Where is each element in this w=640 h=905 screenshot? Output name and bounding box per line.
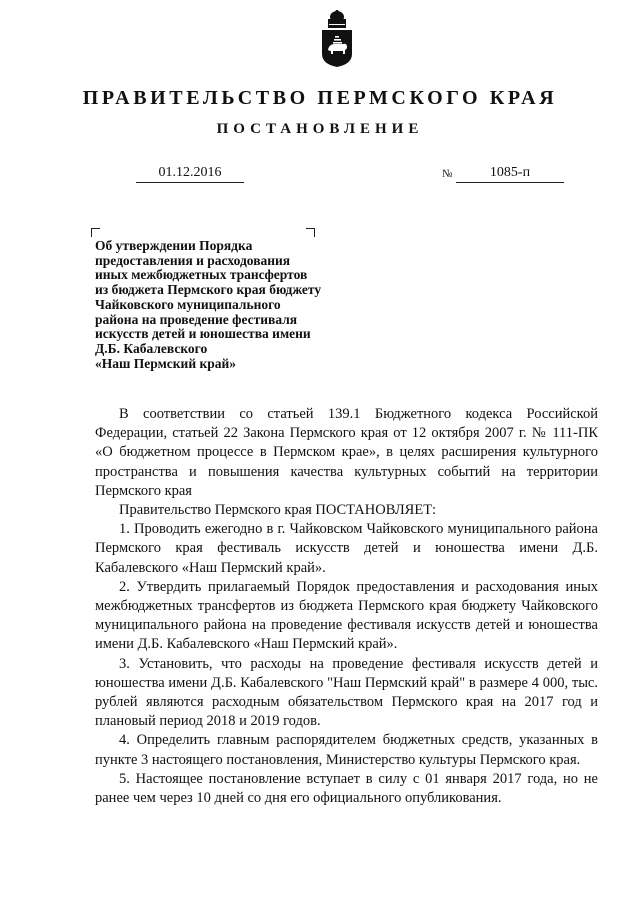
subject-line: Чайковского муниципального [95, 296, 281, 312]
subject-line: из бюджета Пермского края бюджету [95, 282, 322, 298]
subject-corner-mark-right [306, 228, 315, 237]
clause-4: 4. Определить главным распорядителем бюджетных средств, указанных в пункте 3 настоящего постановления, Министерство культуры Пермского края. [95, 732, 598, 768]
document-number: 1085-п [456, 164, 564, 183]
subject-line: искусств детей и юношества имени [95, 326, 311, 342]
subject-line: района на проведение фестиваля [95, 311, 298, 327]
clause-2: 2. Утвердить прилагаемый Порядок предоставления и расходования иных межбюджетных трансфертов из бюджета Пермского края бюджету Чайковского муниципального района на проведение фестиваля искусств детей и юношества имени Д.Б. Кабалевского «Наш Пермский край». [95, 578, 598, 653]
document-subject [95, 239, 365, 371]
document-body [95, 405, 598, 808]
clause-1: 1. Проводить ежегодно в г. Чайковском Чайковского муниципального района Пермского края фестиваль искусств детей и юношества имени Д.Б. Кабалевского «Наш Пермский край». [95, 521, 598, 576]
resolution-statement: Правительство Пермского края ПОСТАНОВЛЯЕТ: [119, 502, 437, 519]
document-type: ПОСТАНОВЛЕНИЕ [216, 121, 424, 137]
subject-line: Д.Б. Кабалевского [95, 340, 208, 356]
government-title: ПРАВИТЕЛЬСТВО ПЕРМСКОГО КРАЯ [82, 87, 558, 109]
subject-line: предоставления и расходования [95, 252, 291, 268]
subject-corner-mark-left [91, 228, 100, 237]
crown-icon [328, 10, 346, 28]
subject-line: «Наш Пермский край» [95, 355, 237, 371]
perm-crest-graphic [319, 10, 355, 68]
clause-5: 5. Настоящее постановление вступает в силу с 01 января 2017 года, но не ранее чем через 10 дней со дня его официального опубликования. [95, 770, 598, 807]
clause-3: 3. Установить, что расходы на проведение фестиваля искусств детей и юношества имени Д.Б. Кабалевского "Наш Пермский край" в размере 4 000, тыс. рублей являются расходным обязательством Пермского края на 2017 год и плановый период 2018 и 2019 годов. [95, 655, 598, 730]
coat-of-arms-icon [319, 10, 355, 68]
document-date: 01.12.2016 [136, 164, 244, 183]
subject-line: Об утверждении Порядка [95, 238, 253, 253]
subject-line: иных межбюджетных трансфертов [95, 267, 308, 283]
number-sign: № [442, 168, 453, 180]
preamble-paragraph: В соответствии со статьей 139.1 Бюджетного кодекса Российской Федерации, статьей 22 Закона Пермского края от 12 октября 2007 г. № 111-ПК «О бюджетном процессе в Пермском крае», в целях расширения культурного пространства и повышения качества культурных событий на территории Пермского края [95, 406, 598, 499]
